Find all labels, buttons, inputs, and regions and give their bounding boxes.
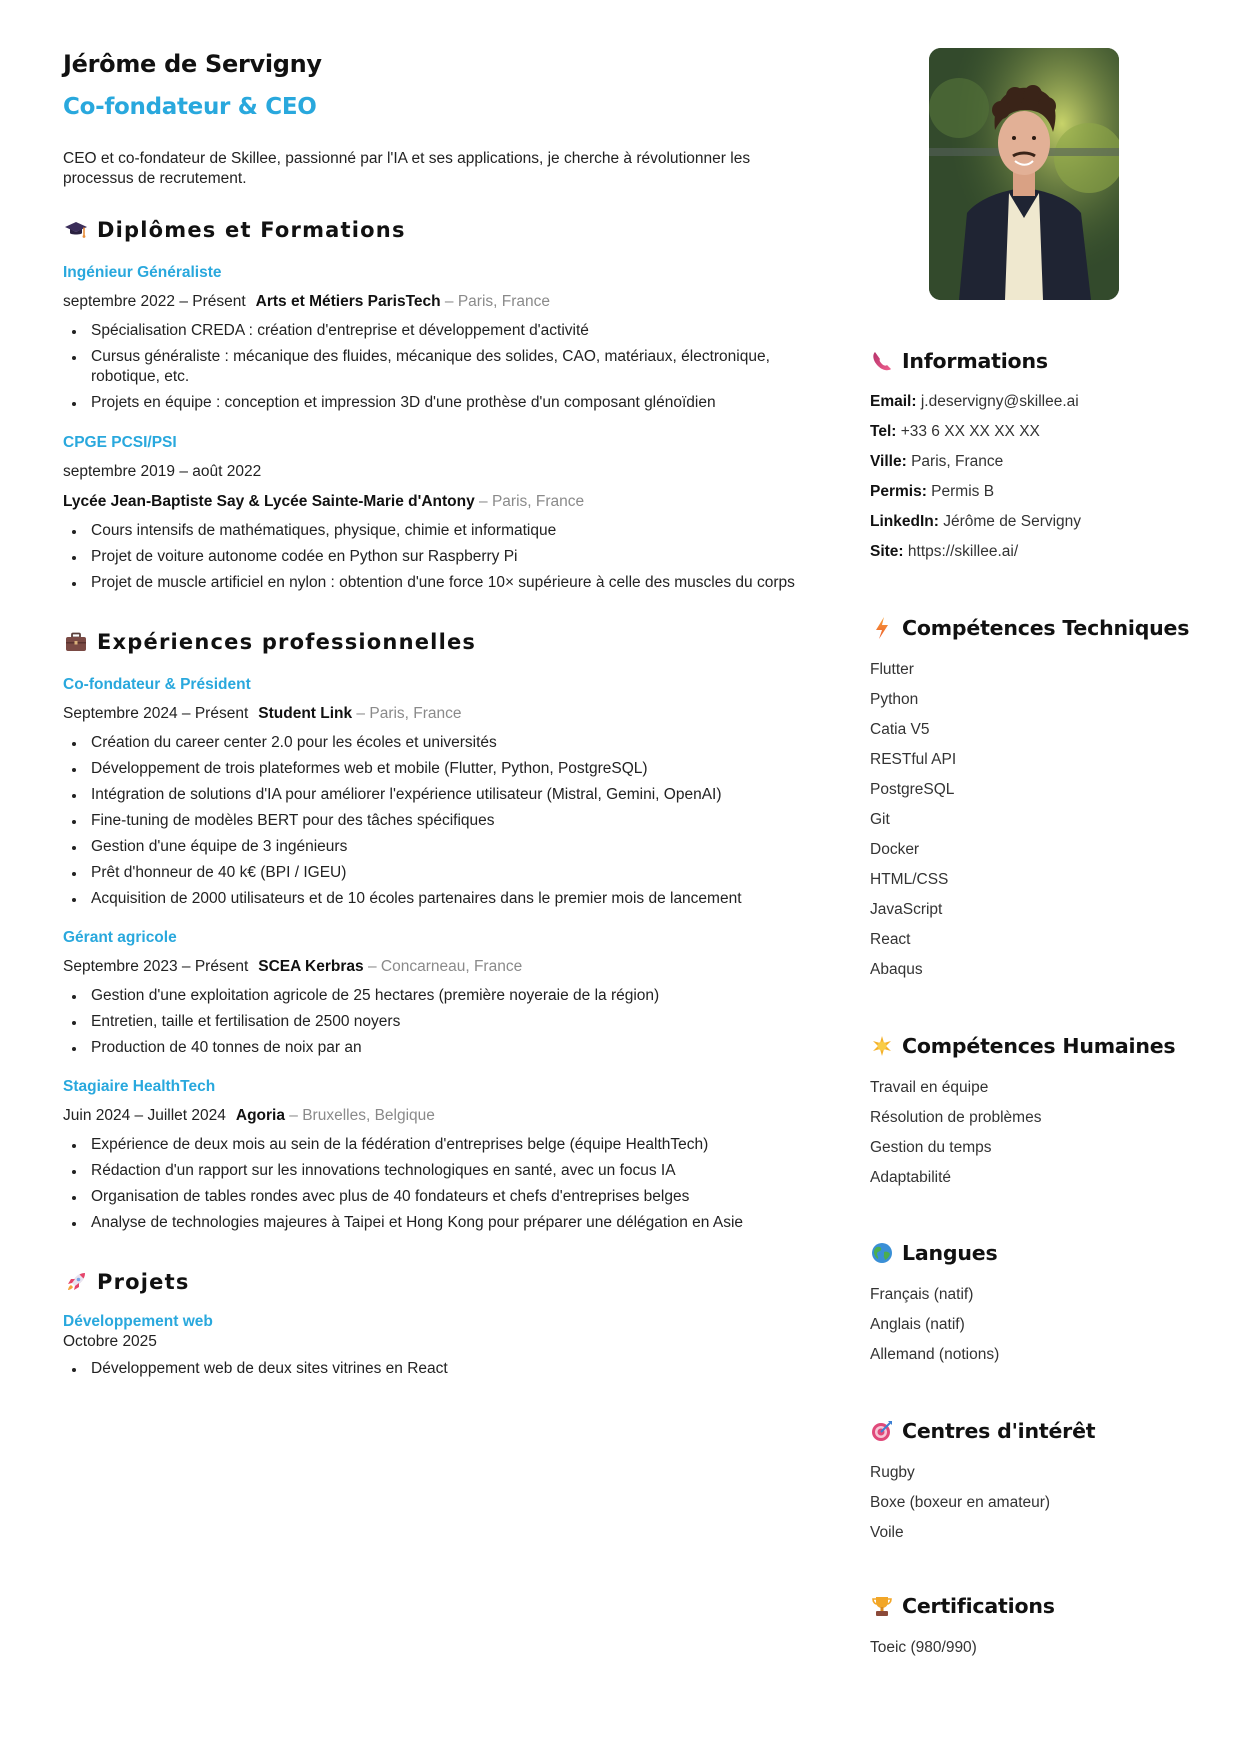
info-email — [870, 392, 1220, 412]
entry-dates: Septembre 2023 – Présent — [63, 958, 249, 975]
candidate-title: Co-fondateur & CEO — [63, 94, 317, 120]
lightning-icon — [870, 616, 894, 640]
entry-dates: septembre 2019 – août 2022 — [63, 463, 262, 480]
info-label: Ville: — [870, 453, 907, 470]
languages-section — [870, 1238, 1230, 1375]
certifications-section — [870, 1591, 1230, 1668]
soft-skills-list — [870, 1078, 1230, 1188]
education-entry — [63, 263, 813, 413]
tech-skills-list — [870, 660, 1230, 980]
list-item: Gestion d'une exploitation agricole de 25 hectares (première noyeraie de la région) — [63, 986, 813, 1006]
certifications-list — [870, 1638, 1230, 1658]
entry-title: Stagiaire HealthTech — [63, 1078, 216, 1095]
target-icon — [870, 1419, 894, 1443]
experience-heading-text: Expériences professionnelles — [97, 630, 477, 654]
entry-org: Agoria — [235, 1107, 285, 1124]
list-item: HTML/CSS — [870, 871, 949, 888]
info-section — [870, 346, 1220, 572]
list-item: Catia V5 — [870, 721, 930, 738]
interests-list — [870, 1463, 1230, 1543]
list-item: Flutter — [870, 661, 914, 678]
education-entry — [63, 433, 813, 593]
rocket-icon — [63, 1271, 89, 1293]
list-item: Allemand (notions) — [870, 1346, 1000, 1363]
list-item: Travail en équipe — [870, 1079, 989, 1096]
education-heading — [63, 215, 813, 245]
entry-meta — [63, 492, 813, 512]
list-item: Français (natif) — [870, 1286, 974, 1303]
list-item: Production de 40 tonnes de noix par an — [63, 1038, 813, 1058]
list-item: Projets en équipe : conception et impression 3D d'une prothèse d'un composant glénoïdien — [63, 393, 813, 413]
entry-bullets — [63, 1135, 813, 1233]
profile-photo — [929, 48, 1119, 300]
entry-title: CPGE PCSI/PSI — [63, 434, 177, 451]
list-item: Développement de trois plateformes web et mobile (Flutter, Python, PostgreSQL) — [63, 759, 813, 779]
list-item: Cursus généraliste : mécanique des fluides, mécanique des solides, CAO, matériaux, électronique, robotique, etc. — [63, 347, 813, 387]
list-item: Git — [870, 811, 890, 828]
entry-meta — [63, 704, 813, 724]
certifications-heading-text: Certifications — [902, 1594, 1055, 1618]
list-item: Spécialisation CREDA : création d'entreprise et développement d'activité — [63, 321, 813, 341]
email-value[interactable]: j.deservigny@skillee.ai — [916, 393, 1079, 410]
certifications-heading — [870, 1591, 1230, 1621]
interests-heading — [870, 1416, 1230, 1446]
info-label: LinkedIn: — [870, 513, 939, 530]
entry-org: SCEA Kerbras — [258, 958, 364, 975]
experience-entry — [63, 928, 813, 1058]
entry-location: – Paris, France — [440, 293, 551, 310]
info-label: Email: — [870, 393, 917, 410]
briefcase-icon — [63, 631, 89, 653]
list-item: JavaScript — [870, 901, 943, 918]
list-item: React — [870, 931, 911, 948]
list-item: Abaqus — [870, 961, 923, 978]
entry-location: – Paris, France — [474, 493, 585, 510]
list-item: Toeic (980/990) — [870, 1639, 977, 1656]
projects-heading-text: Projets — [97, 1270, 190, 1294]
experience-heading — [63, 627, 813, 657]
list-item: Résolution de problèmes — [870, 1109, 1042, 1126]
experience-section — [63, 627, 813, 1233]
entry-title: Ingénieur Généraliste — [63, 264, 222, 281]
soft-skills-heading — [870, 1031, 1230, 1061]
entry-bullets — [63, 521, 813, 593]
languages-heading — [870, 1238, 1230, 1268]
info-list — [870, 392, 1220, 562]
list-item: Développement web de deux sites vitrines en React — [63, 1359, 813, 1379]
experience-entry — [63, 1077, 813, 1233]
license-value: Permis B — [926, 483, 995, 500]
info-license — [870, 482, 1220, 502]
languages-list — [870, 1285, 1230, 1365]
entry-dates: septembre 2022 – Présent — [63, 293, 246, 310]
entry-meta — [63, 1106, 813, 1126]
soft-skills-section — [870, 1031, 1230, 1198]
phone-value: +33 6 XX XX XX XX — [896, 423, 1040, 440]
entry-org: Arts et Métiers ParisTech — [255, 293, 441, 310]
site-link[interactable]: https://skillee.ai/ — [903, 543, 1019, 560]
languages-heading-text: Langues — [902, 1241, 998, 1265]
tech-skills-section — [870, 613, 1230, 990]
linkedin-link[interactable]: Jérôme de Servigny — [938, 513, 1082, 530]
info-heading — [870, 346, 1220, 376]
projects-heading — [63, 1267, 813, 1297]
list-item: Analyse de technologies majeures à Taipei et Hong Kong pour préparer une délégation en Asie — [63, 1213, 813, 1233]
interests-heading-text: Centres d'intérêt — [902, 1419, 1096, 1443]
project-entry — [63, 1312, 813, 1379]
list-item: Gestion d'une équipe de 3 ingénieurs — [63, 837, 813, 857]
sparkle-icon — [870, 1034, 894, 1058]
list-item: Projet de voiture autonome codée en Python sur Raspberry Pi — [63, 547, 813, 567]
list-item: RESTful API — [870, 751, 957, 768]
list-item: Expérience de deux mois au sein de la fédération d'entreprises belge (équipe HealthTech) — [63, 1135, 813, 1155]
info-label: Permis: — [870, 483, 927, 500]
summary: CEO et co-fondateur de Skillee, passionné par l'IA et ses applications, je cherche à révolutionner les processus de recrutement. — [63, 150, 751, 187]
list-item: Fine-tuning de modèles BERT pour des tâches spécifiques — [63, 811, 813, 831]
entry-bullets — [63, 321, 813, 413]
list-item: Boxe (boxeur en amateur) — [870, 1494, 1051, 1511]
candidate-name: Jérôme de Servigny — [63, 50, 322, 78]
list-item: Python — [870, 691, 919, 708]
entry-location: – Paris, France — [352, 705, 462, 722]
info-label: Tel: — [870, 423, 897, 440]
info-heading-text: Informations — [902, 349, 1048, 373]
list-item: Rédaction d'un rapport sur les innovations technologiques en santé, avec un focus IA — [63, 1161, 813, 1181]
entry-title: Développement web — [63, 1313, 213, 1330]
entry-dates: Septembre 2024 – Présent — [63, 705, 249, 722]
info-label: Site: — [870, 543, 904, 560]
list-item: Acquisition de 2000 utilisateurs et de 10 écoles partenaires dans le premier mois de lancement — [63, 889, 813, 909]
entry-location: – Concarneau, France — [363, 958, 523, 975]
entry-meta — [63, 292, 813, 312]
city-value: Paris, France — [906, 453, 1004, 470]
list-item: Gestion du temps — [870, 1139, 992, 1156]
entry-dates: Octobre 2025 — [63, 1333, 157, 1350]
entry-bullets — [63, 986, 813, 1058]
list-item: Docker — [870, 841, 920, 858]
info-city — [870, 452, 1220, 472]
interests-section — [870, 1416, 1230, 1553]
tech-skills-heading — [870, 613, 1230, 643]
entry-title: Gérant agricole — [63, 929, 177, 946]
entry-bullets — [63, 733, 813, 909]
list-item: Cours intensifs de mathématiques, physique, chimie et informatique — [63, 521, 813, 541]
entry-meta — [63, 957, 813, 977]
list-item: Projet de muscle artificiel en nylon : obtention d'une force 10× supérieure à celle des muscles du corps — [63, 573, 813, 593]
education-section — [63, 215, 813, 593]
entry-org: Student Link — [258, 705, 353, 722]
globe-icon — [870, 1241, 894, 1265]
list-item: Adaptabilité — [870, 1169, 952, 1186]
list-item: Anglais (natif) — [870, 1316, 965, 1333]
entry-org: Lycée Jean-Baptiste Say & Lycée Sainte-Marie d'Antony — [63, 493, 475, 510]
info-site — [870, 542, 1220, 562]
soft-skills-heading-text: Compétences Humaines — [902, 1034, 1176, 1058]
list-item: Prêt d'honneur de 40 k€ (BPI / IGEU) — [63, 863, 813, 883]
main-column — [63, 48, 813, 1385]
info-phone — [870, 422, 1220, 442]
info-linkedin — [870, 512, 1220, 532]
entry-title: Co-fondateur & Président — [63, 676, 251, 693]
trophy-icon — [870, 1594, 894, 1618]
tech-skills-heading-text: Compétences Techniques — [902, 616, 1190, 640]
entry-bullets — [63, 1359, 813, 1379]
experience-entry — [63, 675, 813, 909]
list-item: Intégration de solutions d'IA pour améliorer l'expérience utilisateur (Mistral, Gemini, OpenAI) — [63, 785, 813, 805]
projects-section — [63, 1267, 813, 1379]
graduation-cap-icon — [63, 219, 89, 241]
list-item: PostgreSQL — [870, 781, 955, 798]
list-item: Rugby — [870, 1464, 915, 1481]
telephone-icon — [870, 349, 894, 373]
list-item: Voile — [870, 1524, 904, 1541]
education-heading-text: Diplômes et Formations — [97, 218, 406, 242]
list-item: Création du career center 2.0 pour les écoles et universités — [63, 733, 813, 753]
entry-location: – Bruxelles, Belgique — [284, 1107, 435, 1124]
list-item: Entretien, taille et fertilisation de 2500 noyers — [63, 1012, 813, 1032]
entry-dates: Juin 2024 – Juillet 2024 — [63, 1107, 226, 1124]
list-item: Organisation de tables rondes avec plus de 40 fondateurs et chefs d'entreprises belges — [63, 1187, 813, 1207]
